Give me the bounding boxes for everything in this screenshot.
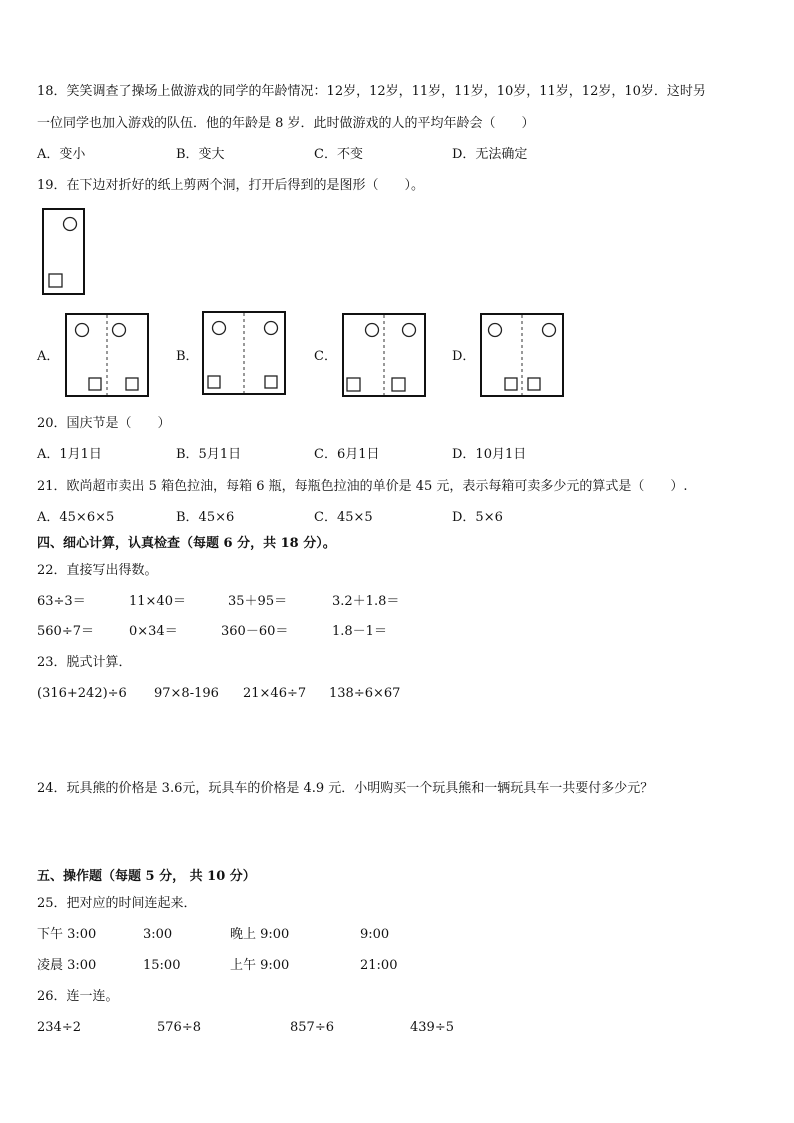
q25-time-1: 下午 3:00 xyxy=(37,927,97,942)
q25-time-3: 晚上 9:00 xyxy=(230,927,290,942)
q21-option-d: D．5×6 xyxy=(452,510,503,525)
q25-time-6: 15:00 xyxy=(143,958,181,973)
q26-expr-3: 857÷6 xyxy=(290,1020,334,1035)
q23-expr-2: 97×8-196 xyxy=(154,686,219,701)
q20-option-a: A．1月1日 xyxy=(37,447,102,462)
q22-expr-4: 3.2＋1.8＝ xyxy=(332,594,400,609)
q22-text: 22．直接写出得数。 xyxy=(37,563,158,578)
q21-option-a: A．45×6×5 xyxy=(37,510,115,525)
q22-expr-7: 360－60＝ xyxy=(221,624,289,639)
q19-option-b-label: B． xyxy=(176,349,199,364)
section4-title: 四、细心计算，认真检查（每题 6 分，共 18 分）。 xyxy=(37,536,336,551)
q20-option-c: C．6月1日 xyxy=(314,447,380,462)
q18-text-line1: 18．笑笑调查了操场上做游戏的同学的年龄情况：12岁，12岁，11岁，11岁，10岁，11岁，12岁，10岁．这时另 xyxy=(37,84,706,99)
q19-text: 19．在下边对折好的纸上剪两个洞，打开后得到的是图形（ ）。 xyxy=(37,178,425,193)
q23-expr-3: 21×46÷7 xyxy=(243,686,307,701)
q20-text: 20．国庆节是（ ） xyxy=(37,416,171,431)
q18-option-d: D．无法确定 xyxy=(452,147,528,162)
q18-option-b: B．变大 xyxy=(176,147,225,162)
folded-paper-figure xyxy=(41,207,87,297)
q26-expr-2: 576÷8 xyxy=(157,1020,201,1035)
q25-text: 25．把对应的时间连起来． xyxy=(37,896,197,911)
q25-time-5: 凌晨 3:00 xyxy=(37,958,97,973)
q23-expr-1: (316+242)÷6 xyxy=(37,686,127,701)
q19-option-a-figure xyxy=(64,312,151,399)
q26-expr-1: 234÷2 xyxy=(37,1020,81,1035)
section5-title: 五、操作题（每题 5 分， 共 10 分） xyxy=(37,869,256,884)
q22-expr-5: 560÷7＝ xyxy=(37,624,94,639)
q24-text: 24．玩具熊的价格是 3.6元，玩具车的价格是 4.9 元．小明购买一个玩具熊和一辆玩具车一共要付多少元？ xyxy=(37,781,654,796)
q25-time-2: 3:00 xyxy=(143,927,173,942)
q22-expr-2: 11×40＝ xyxy=(129,594,186,609)
q21-option-b: B．45×6 xyxy=(176,510,235,525)
q25-time-7: 上午 9:00 xyxy=(230,958,290,973)
q18-text-line2: 一位同学也加入游戏的队伍．他的年龄是 8 岁．此时做游戏的人的平均年龄会（ ） xyxy=(37,116,535,131)
q19-option-b-figure xyxy=(201,310,288,397)
q18-option-c: C．不变 xyxy=(314,147,363,162)
q19-option-d-figure xyxy=(479,312,566,399)
q21-text: 21．欧尚超市卖出 5 箱色拉油，每箱 6 瓶，每瓶色拉油的单价是 45 元，表示每箱可卖多少元的算式是（ ）. xyxy=(37,479,688,494)
q23-expr-4: 138÷6×67 xyxy=(329,686,401,701)
q18-option-a: A．变小 xyxy=(37,147,86,162)
q19-option-d-label: D． xyxy=(452,349,476,364)
q22-expr-3: 35＋95＝ xyxy=(228,594,288,609)
q22-expr-6: 0×34＝ xyxy=(129,624,178,639)
q25-time-4: 9:00 xyxy=(360,927,390,942)
q20-option-d: D．10月1日 xyxy=(452,447,527,462)
q23-text: 23．脱式计算． xyxy=(37,655,132,670)
q22-expr-8: 1.8－1＝ xyxy=(332,624,387,639)
q21-option-c: C．45×5 xyxy=(314,510,373,525)
q26-text: 26．连一连。 xyxy=(37,989,119,1004)
q19-option-c-label: C． xyxy=(314,349,337,364)
q25-time-8: 21:00 xyxy=(360,958,398,973)
q19-option-a-label: A． xyxy=(37,349,60,364)
q26-expr-4: 439÷5 xyxy=(410,1020,454,1035)
q19-option-c-figure xyxy=(341,312,428,399)
q20-option-b: B．5月1日 xyxy=(176,447,242,462)
q22-expr-1: 63÷3＝ xyxy=(37,594,86,609)
